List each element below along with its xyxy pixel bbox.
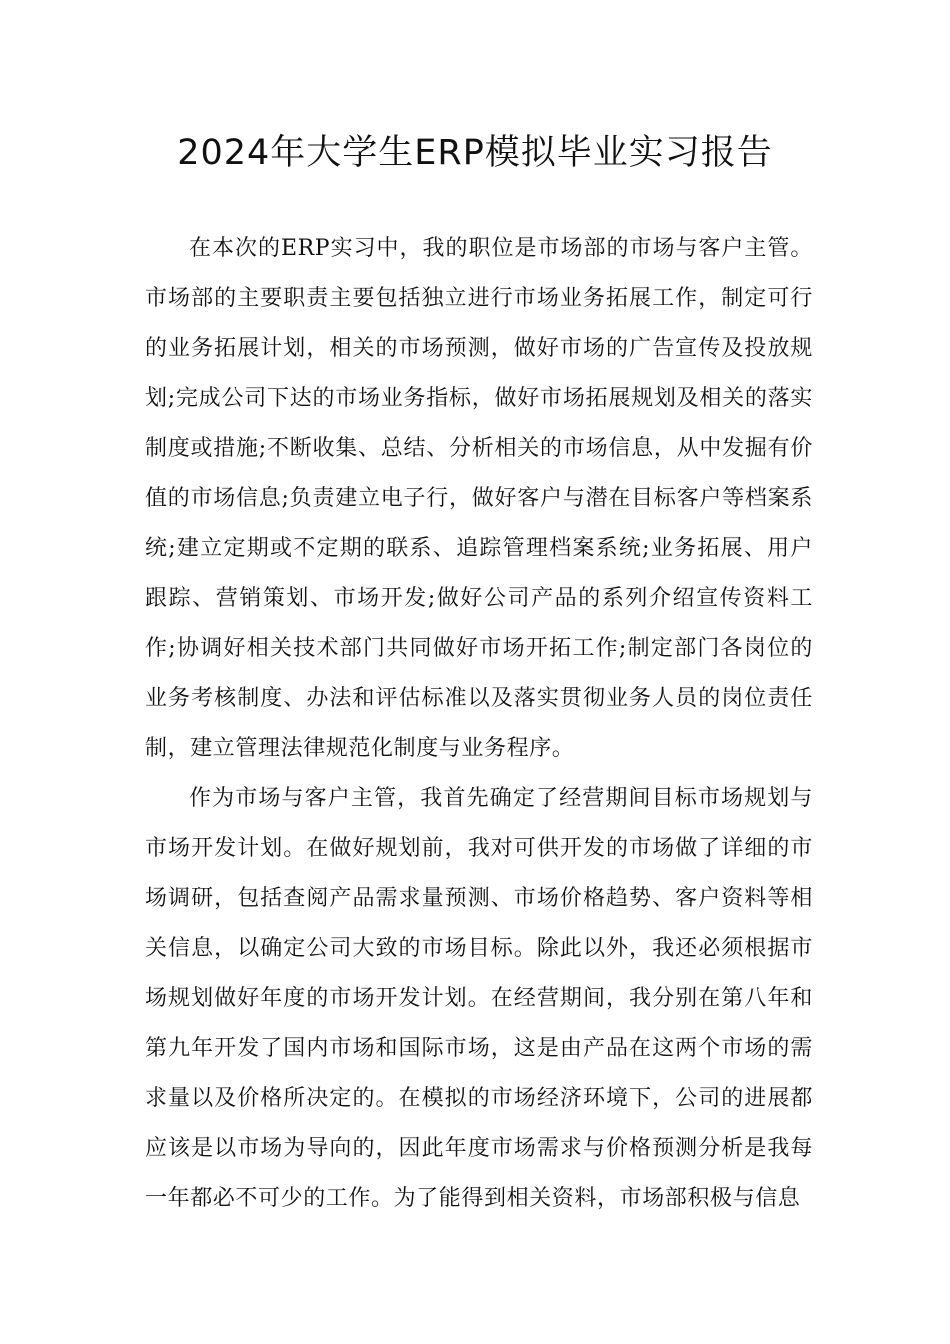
paragraph-1: 在本次的ERP实习中，我的职位是市场部的市场与客户主管。市场部的主要职责主要包括独立进行市场业务拓展工作，制定可行的业务拓展计划，相关的市场预测，做好市场的广告宣传及投放规划;完成公司下达的市场业务指标，做好市场拓展规划及相关的落实制度或措施;不断收集、总结、分析相关的市场信息，从中发掘有价值的市场信息;负责建立电子行，做好客户与潜在目标客户等档案系统;建立定期或不定期的联系、追踪管理档案系统;业务拓展、用户跟踪、营销策划、市场开发;做好公司产品的系列介绍宣传资料工作;协调好相关技术部门共同做好市场开拓工作;制定部门各岗位的业务考核制度、办法和评估标准以及落实贯彻业务人员的岗位责任制，建立管理法律规范化制度与业务程序。 — [145, 236, 813, 761]
document-body — [145, 224, 813, 1224]
document-title: 2024年大学生ERP模拟毕业实习报告 — [177, 133, 773, 173]
paragraph-2: 作为市场与客户主管，我首先确定了经营期间目标市场规划与市场开发计划。在做好规划前，我对可供开发的市场做了详细的市场调研，包括查阅产品需求量预测、市场价格趋势、客户资料等相关信息，以确定公司大致的市场目标。除此以外，我还必须根据市场规划做好年度的市场开发计划。在经营期间，我分别在第八年和第九年开发了国内市场和国际市场，这是由产品在这两个市场的需求量以及价格所决定的。在模拟的市场经济环境下，公司的进展都应该是以市场为导向的，因此年度市场需求与价格预测分析是我每一年都必不可少的工作。为了能得到相关资料，市场部积极与信息 — [145, 786, 813, 1211]
